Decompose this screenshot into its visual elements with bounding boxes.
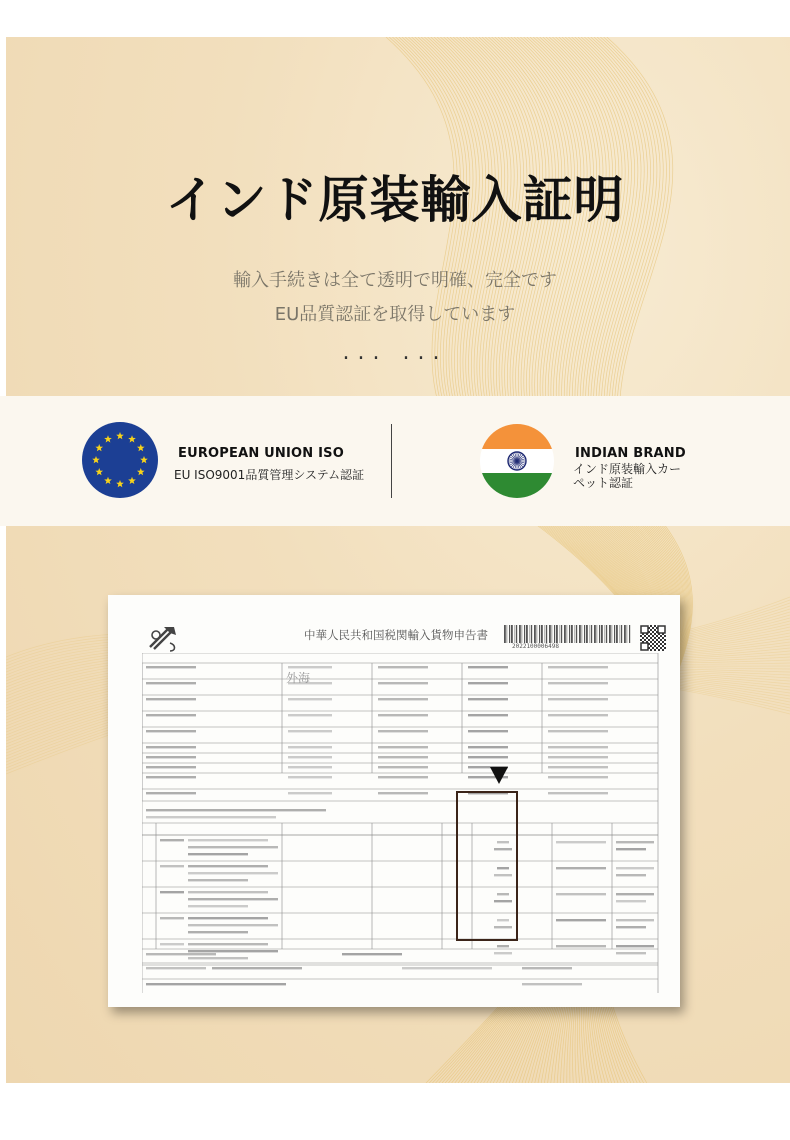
customs-emblem-icon bbox=[146, 623, 180, 653]
down-arrow-icon bbox=[488, 765, 510, 785]
subtitle-line-1: 輸入手続きは全て透明で明確、完全です bbox=[233, 270, 557, 291]
barcode-number: 2022100006498 bbox=[512, 643, 559, 650]
decorative-dots: ... ... bbox=[342, 340, 448, 365]
badge-eu-description: EU ISO9001品質管理システム認証 bbox=[174, 468, 365, 482]
origin-highlight-box bbox=[456, 791, 518, 941]
barcode-graphic bbox=[504, 625, 632, 643]
declaration-form-grid bbox=[142, 653, 662, 993]
india-flag-icon bbox=[480, 424, 554, 498]
badge-divider bbox=[391, 424, 392, 498]
handwritten-mark: 外海 bbox=[286, 671, 311, 685]
eu-flag-icon bbox=[82, 422, 158, 498]
subtitle-line-2: EU品質認証を取得しています bbox=[274, 304, 516, 325]
customs-declaration-document bbox=[108, 595, 680, 1007]
badge-india-title: INDIAN BRAND bbox=[575, 446, 686, 461]
page-title: インド原装輸入証明 bbox=[165, 171, 625, 229]
badge-eu-title: EUROPEAN UNION ISO bbox=[178, 446, 344, 461]
document-title: 中華人民共和国税関輸入貨物申告書 bbox=[304, 628, 488, 642]
badge-india-description-line-1: インド原装輸入カー bbox=[573, 462, 682, 476]
qr-code-graphic bbox=[640, 625, 666, 651]
badge-india-description-line-2: ペット認証 bbox=[573, 476, 634, 490]
